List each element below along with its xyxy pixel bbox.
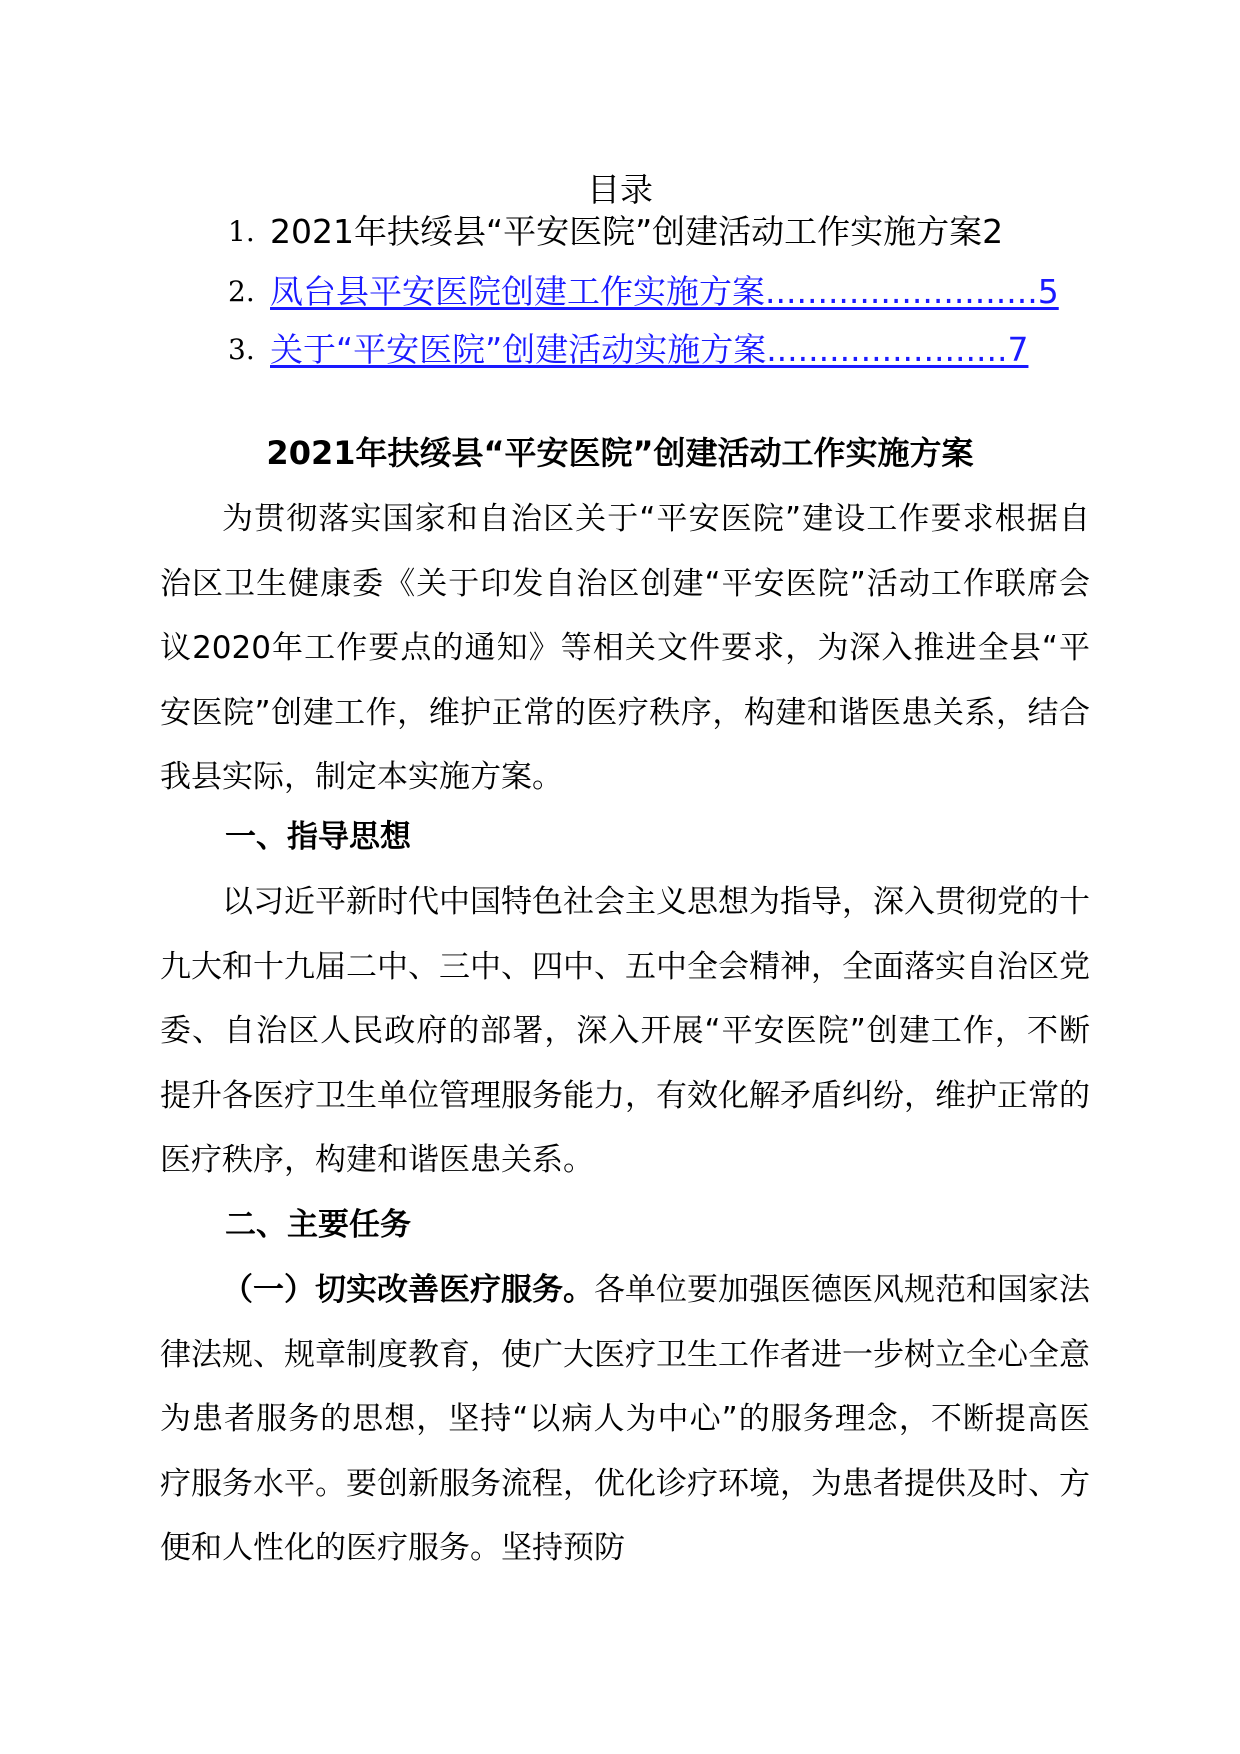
intro-paragraph: 为贯彻落实国家和自治区关于“平安医院”建设工作要求根据自治区卫生健康委《关于印发自治区创建“平安医院”活动工作联席会议2020年工作要点的通知》等相关文件要求，为深入推进全县“平安医院”创建工作，维护正常的医疗秩序，构建和谐医患关系，结合我县实际，制定本实施方案。 (160, 501, 1090, 795)
toc-item-text: 2021年扶绥县“平安医院”创建活动工作实施方案2 (270, 212, 1004, 251)
section-heading-2: 二、主要任务 (225, 1207, 411, 1243)
toc-item-3[interactable] (228, 324, 1028, 376)
section2-paragraph (160, 1258, 1090, 1581)
toc-item-1 (228, 206, 1028, 258)
document-title: 2021年扶绥县“平安医院”创建活动工作实施方案 (266, 434, 974, 472)
toc-title: 目录 (587, 170, 653, 209)
toc-item-number: 3. (228, 333, 255, 366)
toc-item-number: 2. (228, 275, 255, 308)
subsection-title: （一）切实改善医疗服务。 (222, 1272, 594, 1308)
toc-link[interactable]: 凤台县平安医院创建工作实施方案..........................5 (270, 272, 1059, 311)
toc-link[interactable]: 关于“平安医院”创建活动实施方案.......................7 (270, 330, 1029, 369)
section1-paragraph: 以习近平新时代中国特色社会主义思想为指导，深入贯彻党的十九大和十九届二中、三中、四中、五中全会精神，全面落实自治区党委、自治区人民政府的部署，深入开展“平安医院”创建工作，不断提升各医疗卫生单位管理服务能力，有效化解矛盾纠纷，维护正常的医疗秩序，构建和谐医患关系。 (160, 884, 1090, 1178)
section-heading-1: 一、指导思想 (225, 819, 411, 855)
toc-item-2[interactable] (228, 266, 1059, 318)
subsection-body: 各单位要加强医德医风规范和国家法律法规、规章制度教育，使广大医疗卫生工作者进一步树立全心全意为患者服务的思想，坚持“以病人为中心”的服务理念，不断提高医疗服务水平。要创新服务流程，优化诊疗环境，为患者提供及时、方便和人性化的医疗服务。坚持预防 (160, 1272, 1090, 1566)
toc-item-number: 1. (228, 215, 255, 248)
